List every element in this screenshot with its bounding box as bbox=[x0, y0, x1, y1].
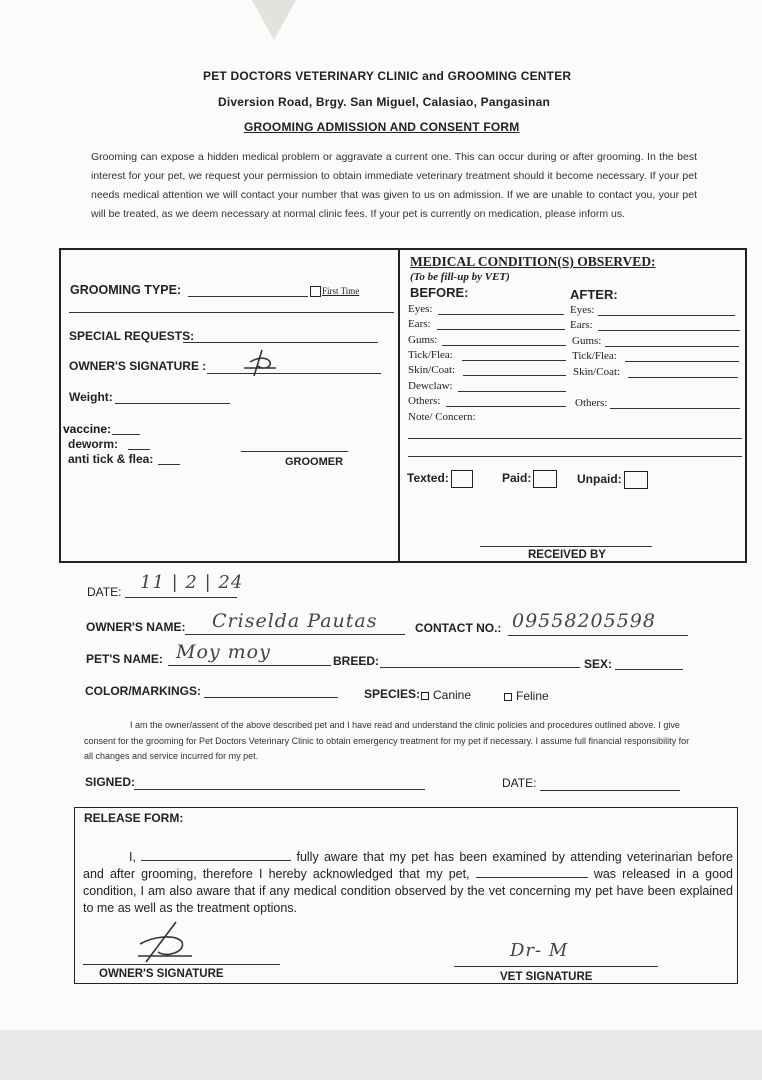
unpaid-text: Unpaid: bbox=[577, 472, 622, 487]
paper-fold bbox=[252, 0, 296, 40]
vet-signature-line[interactable] bbox=[454, 966, 658, 967]
release-owner-signature-scribble bbox=[136, 918, 196, 968]
before-tickflea-field[interactable] bbox=[462, 360, 566, 361]
form-title: GROOMING ADMISSION AND CONSENT FORM bbox=[244, 120, 520, 134]
medical-title: MEDICAL CONDITION(S) OBSERVED: bbox=[410, 254, 656, 269]
breed-field[interactable] bbox=[380, 667, 580, 668]
vaccine-label: vaccine: bbox=[63, 422, 112, 436]
release-name-field[interactable] bbox=[141, 849, 291, 861]
deworm-field[interactable] bbox=[128, 449, 150, 450]
release-p1: I, bbox=[129, 850, 136, 864]
anti-tick-field[interactable] bbox=[158, 464, 180, 465]
weight-label: Weight: bbox=[69, 390, 113, 404]
signed-field[interactable] bbox=[134, 789, 425, 790]
owner-name-value: Criselda Pautas bbox=[212, 610, 378, 632]
before-others-field[interactable] bbox=[446, 406, 566, 407]
received-by-line[interactable] bbox=[480, 546, 652, 547]
sex-field[interactable] bbox=[615, 669, 683, 670]
release-title: RELEASE FORM: bbox=[84, 811, 184, 825]
paid-label bbox=[502, 470, 557, 488]
date-label: DATE: bbox=[87, 585, 122, 599]
pet-name-value: Moy moy bbox=[176, 641, 271, 663]
before-skincoat-label: Skin/Coat: bbox=[408, 364, 456, 376]
note-field-2[interactable] bbox=[408, 456, 742, 457]
before-others-label: Others: bbox=[408, 395, 441, 407]
canine-option[interactable] bbox=[421, 688, 471, 702]
before-tickflea-label: Tick/Flea: bbox=[408, 349, 453, 361]
contact-field[interactable] bbox=[508, 635, 688, 636]
release-pet-field[interactable] bbox=[476, 866, 588, 878]
first-time-checkbox[interactable] bbox=[310, 286, 321, 297]
note-field-1[interactable] bbox=[408, 438, 742, 439]
consent-paragraph: I am the owner/assent of the above described pet and I have read and understand the clinic policies and procedures outlined above. I give consent for the grooming for Pet Doctors Veterinary Clinic to obtain emergency treatment for my pet if necessary. I assume full financial responsibility for all changes and service incurred for my pet. bbox=[84, 720, 690, 761]
after-others-label: Others: bbox=[575, 397, 608, 409]
after-tickflea-field[interactable] bbox=[625, 361, 739, 362]
before-ears-label: Ears: bbox=[408, 318, 431, 330]
grooming-type-label: GROOMING TYPE: bbox=[70, 283, 182, 297]
sex-label: SEX: bbox=[584, 657, 613, 671]
owner-signature-scribble bbox=[240, 346, 280, 380]
pet-name-field[interactable] bbox=[168, 665, 331, 666]
owner-signature-label: OWNER'S SIGNATURE : bbox=[69, 359, 207, 373]
feline-label: Feline bbox=[516, 689, 549, 703]
special-requests-field[interactable] bbox=[183, 342, 378, 343]
intro-paragraph: Grooming can expose a hidden medical problem or aggravate a current one. This can occur during or after grooming. In the best interest for your pet, we request your permission to obtain immediate veterinary treatment should it become necessary. If your pet needs medical attention we will contact your number that was given to us on admission. If we are unable to contact you, your pet will be treated, as we deem necessary at normal clinic fees. If your pet is currently on medication, please inform us. bbox=[91, 151, 697, 220]
after-gums-field[interactable] bbox=[605, 346, 739, 347]
vet-signature-caption: VET SIGNATURE bbox=[500, 971, 593, 983]
groomer-label: GROOMER bbox=[285, 456, 344, 468]
groomer-line[interactable] bbox=[241, 451, 348, 452]
clinic-address: Diversion Road, Brgy. San Miguel, Calasiao, Pangasinan bbox=[218, 95, 550, 109]
after-skincoat-field[interactable] bbox=[628, 377, 738, 378]
before-dewclaw-field[interactable] bbox=[458, 391, 566, 392]
after-eyes-field[interactable] bbox=[598, 315, 735, 316]
scan-bottom-margin bbox=[0, 1030, 762, 1080]
paid-text: Paid: bbox=[502, 471, 532, 486]
after-eyes-label: Eyes: bbox=[570, 304, 595, 316]
contact-label: CONTACT NO.: bbox=[415, 621, 502, 635]
owner-signature-caption: OWNER'S SIGNATURE bbox=[99, 968, 224, 980]
after-ears-field[interactable] bbox=[598, 330, 740, 331]
after-tickflea-label: Tick/Flea: bbox=[572, 350, 617, 362]
date2-label: DATE: bbox=[502, 776, 537, 790]
before-heading: BEFORE: bbox=[410, 285, 469, 300]
before-ears-field[interactable] bbox=[437, 329, 565, 330]
note-label: Note/ Concern: bbox=[408, 411, 476, 423]
feline-option[interactable] bbox=[504, 689, 549, 703]
release-p3: was released in a good condition, I am also aware that if any medical condition observed by the vet concerning my pet have been explained to me as well as the treatment options. bbox=[83, 867, 733, 915]
species-label: SPECIES: bbox=[364, 687, 421, 701]
anti-tick-label: anti tick & flea: bbox=[68, 452, 154, 466]
before-gums-label: Gums: bbox=[408, 334, 438, 346]
texted-checkbox[interactable] bbox=[451, 470, 473, 488]
owner-signature-field[interactable] bbox=[207, 373, 381, 374]
after-skincoat-label: Skin/Coat: bbox=[573, 366, 621, 378]
paid-checkbox[interactable] bbox=[533, 470, 557, 488]
special-requests-label: SPECIAL REQUESTS: bbox=[69, 329, 195, 343]
after-gums-label: Gums: bbox=[572, 335, 602, 347]
date2-field[interactable] bbox=[540, 790, 680, 791]
date-value: 11 | 2 | 24 bbox=[140, 572, 244, 593]
canine-label: Canine bbox=[433, 688, 472, 702]
received-by-label: RECEIVED BY bbox=[528, 549, 606, 561]
before-skincoat-field[interactable] bbox=[463, 375, 566, 376]
box-divider bbox=[398, 250, 400, 561]
canine-checkbox[interactable] bbox=[421, 692, 429, 700]
before-eyes-label: Eyes: bbox=[408, 303, 433, 315]
medical-subtitle: (To be fill-up by VET) bbox=[410, 271, 510, 283]
first-time-label: First Time bbox=[322, 286, 360, 296]
before-dewclaw-label: Dewclaw: bbox=[408, 380, 453, 392]
contact-value: 09558205598 bbox=[512, 610, 656, 632]
before-eyes-field[interactable] bbox=[438, 314, 564, 315]
breed-label: BREED: bbox=[333, 654, 380, 668]
texted-label bbox=[407, 470, 473, 488]
vaccine-field[interactable] bbox=[112, 434, 140, 435]
after-others-field[interactable] bbox=[610, 408, 740, 409]
vet-signature-handwriting: Dr- M bbox=[510, 940, 569, 961]
release-p2: fully aware that my pet has been examined by attending veterinarian before and after grooming, therefore I hereby acknowledged that my pet, bbox=[83, 850, 733, 881]
release-paragraph bbox=[83, 849, 733, 917]
before-gums-field[interactable] bbox=[442, 345, 566, 346]
date-field[interactable] bbox=[125, 597, 237, 598]
deworm-label: deworm: bbox=[68, 437, 119, 451]
texted-text: Texted: bbox=[407, 471, 449, 486]
unpaid-label bbox=[577, 471, 648, 489]
grooming-type-field-2[interactable] bbox=[69, 312, 394, 313]
clinic-name: PET DOCTORS VETERINARY CLINIC and GROOMING CENTER bbox=[203, 69, 572, 83]
signed-label: SIGNED: bbox=[85, 775, 136, 789]
pet-name-label: PET'S NAME: bbox=[86, 652, 163, 666]
owner-name-label: OWNER'S NAME: bbox=[86, 620, 186, 634]
owner-name-field[interactable] bbox=[185, 634, 405, 635]
grooming-type-field[interactable] bbox=[188, 296, 308, 297]
color-markings-field[interactable] bbox=[204, 697, 338, 698]
weight-field[interactable] bbox=[115, 403, 230, 404]
after-heading: AFTER: bbox=[570, 287, 618, 302]
color-markings-label: COLOR/MARKINGS: bbox=[85, 684, 201, 698]
after-ears-label: Ears: bbox=[570, 319, 593, 331]
unpaid-checkbox[interactable] bbox=[624, 471, 648, 489]
feline-checkbox[interactable] bbox=[504, 693, 512, 701]
